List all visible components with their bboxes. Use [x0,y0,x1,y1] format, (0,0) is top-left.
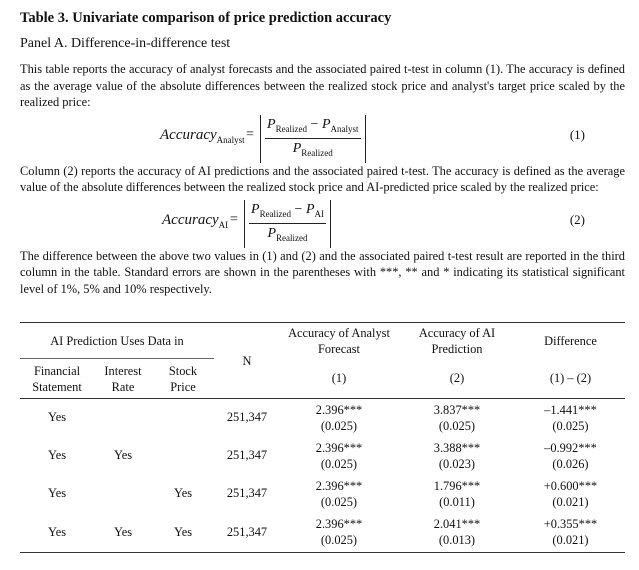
paragraph-3: The difference between the above two values in (1) and (2) and the associated paired t-test result are reported in the third column in the table. Standard errors are shown in the parentheses with ***, ** and * indicating its statistical significant level of 1%, 5% and 10% respectively. [20,248,625,296]
paragraph-2: Column (2) reports the accuracy of AI predictions and the associated paired t-test. The accuracy is defined as the average value of the absolute differences between the realized stock price and AI-predicted price scaled by the realized price: [20,163,625,194]
cell-stock: Yes [173,486,193,500]
document-page [20,10,625,548]
col-n-header: N [214,323,280,399]
cell-n: 251,347 [226,448,268,462]
cell-ai: 3.837*** (0.025) [433,402,481,433]
cell-fin: Yes [47,448,67,462]
equation-2 [20,198,625,246]
panel-heading: Panel A. Difference-in-difference test [20,36,231,51]
cell-stock [152,437,214,475]
cell-n: 251,347 [214,513,280,553]
cell-fin: Yes [20,513,94,553]
cell-fin: Yes [47,410,67,425]
cell-analyst: 2.396*** (0.025) [280,513,398,553]
table-row [20,437,625,475]
cell-diff: –0.992*** (0.026) [544,440,597,471]
cell-analyst: 2.396*** (0.025) [315,478,363,509]
cell-stock: Yes [152,513,214,553]
cell-diff: +0.600*** (0.021) [543,478,598,509]
cell-n: 251,347 [226,410,268,425]
eq2-fraction [244,200,331,249]
eq1-equals: = [246,126,254,142]
cell-ai: 3.388*** (0.023) [433,440,481,471]
table-title: Table 3. Univariate comparison of price prediction accuracy [20,10,392,26]
col-rate-header: Interest Rate [94,359,152,399]
col-num-diff: (1) – (2) [516,359,625,399]
eq2-numerator: $P_{Realized} - P_{AI}$ [249,200,326,225]
col-num-ai: (2) [398,359,516,399]
col-num-analyst: (1) [280,359,398,399]
eq2-lhs: Accuracy$_{AI}$ [162,211,229,230]
cell-fin: Yes [47,486,67,500]
col-stock-header: Stock Price [152,359,214,399]
cell-analyst: 2.396*** (0.025) [315,440,363,471]
cell-ai: 2.041*** (0.013) [398,513,516,553]
equation-1 [20,113,625,161]
cell-stock [152,399,214,437]
col-fin-header: Financial Statement [20,359,94,399]
eq1-numerator: $P_{Realized} - P_{Analyst}$ [265,115,361,140]
table-row [20,475,625,513]
eq1-fraction [260,115,366,164]
cell-analyst: 2.396*** (0.025) [315,402,363,433]
table-row [20,399,625,437]
eq2-denominator: $P_{Realized}$ [267,226,308,244]
results-table [20,322,625,553]
col-ai-header: Accuracy of AI Prediction [398,323,516,359]
col-analyst-header: Accuracy of Analyst Forecast [280,323,398,359]
cell-diff: +0.355*** (0.021) [516,513,625,553]
cell-n: 251,347 [226,486,268,500]
group-header: AI Prediction Uses Data in [20,323,214,359]
eq2-number: (2) [569,211,585,227]
cell-rate [94,399,152,437]
cell-diff: –1.441*** (0.025) [544,402,597,433]
eq1-denominator: $P_{Realized}$ [292,141,333,159]
cell-rate [94,475,152,513]
paragraph-1: This table reports the accuracy of analyst forecasts and the associated paired t-test in column (1). The accuracy is defined as the average value of the absolute differences between the realized stock price and analyst's target price scaled by the realized price: [20,62,625,109]
eq1-number: (1) [569,126,585,142]
col-diff-header: Difference [516,323,625,359]
cell-rate: Yes [94,513,152,553]
eq2-equals: = [230,211,238,227]
cell-rate: Yes [113,448,133,462]
table-row [20,513,625,553]
cell-ai: 1.796*** (0.011) [433,478,481,509]
eq1-lhs: Accuracy$_{Analyst}$ [160,126,245,145]
